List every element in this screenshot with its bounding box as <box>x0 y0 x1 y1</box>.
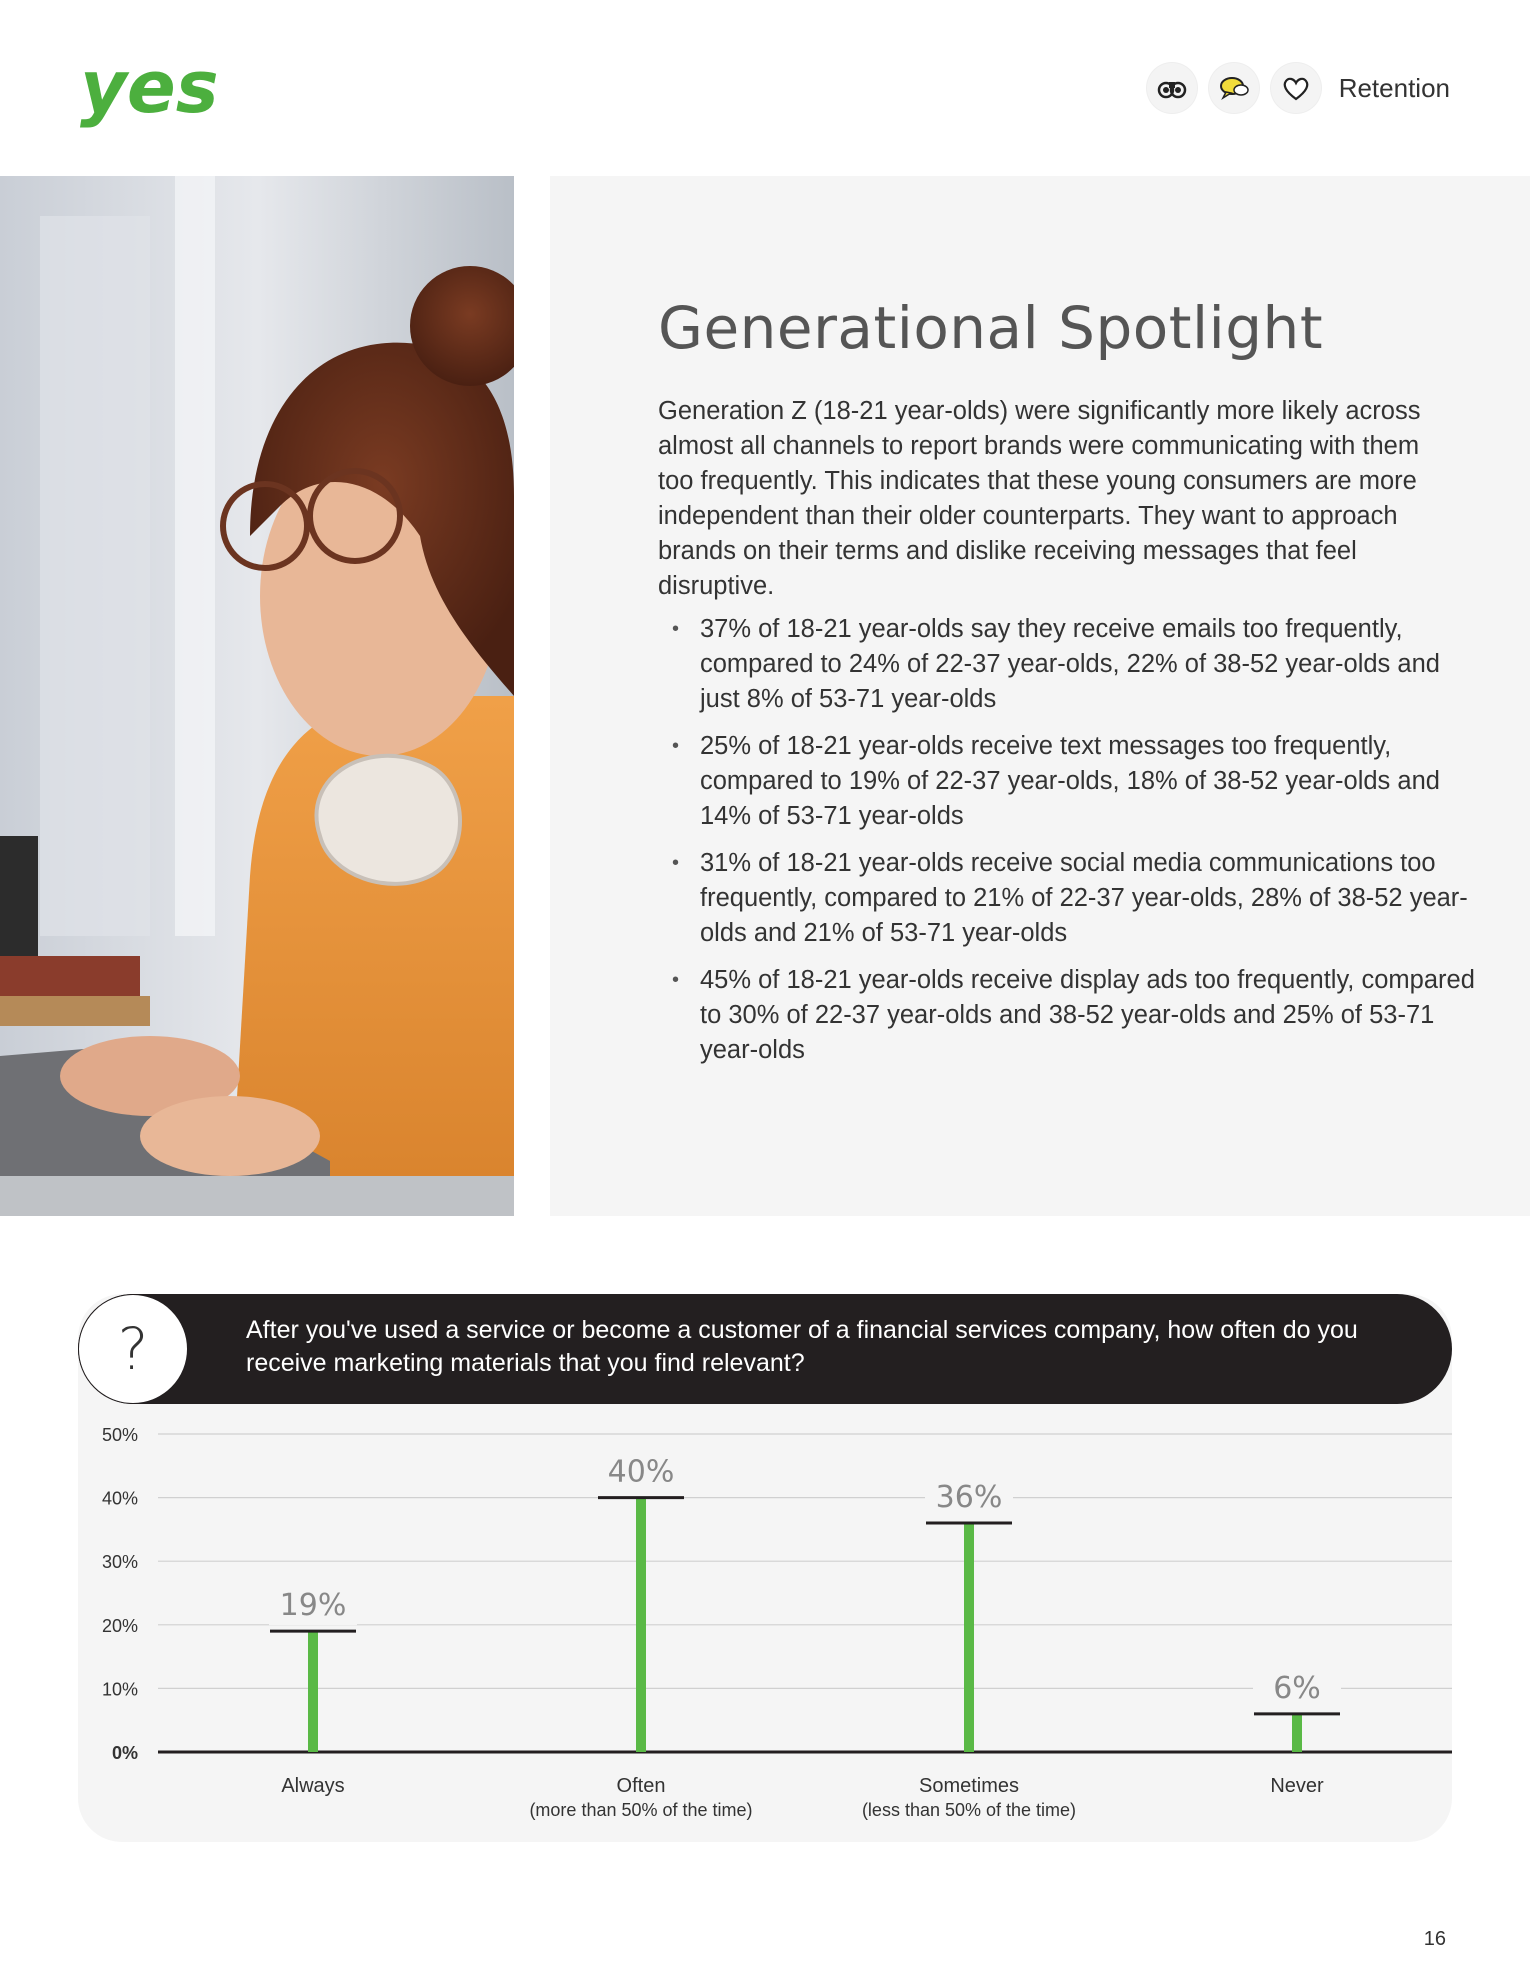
spotlight-intro: Generation Z (18-21 year-olds) were significantly more likely across almost all channels to report brands were communicating with them too frequently. This indicates that these young consumers are more independent than their older counterparts. They want to approach brands on their terms and dislike receiving messages that feel disruptive. <box>658 397 1421 600</box>
data-label: 40% <box>607 1454 675 1490</box>
data-label: 19% <box>279 1588 347 1624</box>
woman-at-laptop-photo <box>0 176 514 1216</box>
bar <box>636 1498 646 1752</box>
y-tick-label: 10% <box>101 1679 138 1700</box>
question-banner <box>78 1294 1452 1404</box>
category-label: Often <box>616 1775 666 1797</box>
heart-icon <box>1271 63 1321 113</box>
section-header <box>1147 60 1450 116</box>
y-tick-label: 20% <box>101 1615 138 1636</box>
generational-spotlight-panel <box>550 176 1530 1216</box>
category-label: Always <box>281 1775 345 1797</box>
logo-text: yes <box>80 50 219 129</box>
logo-mark <box>80 50 220 145</box>
spotlight-bullet: • 25% of 18-21 year-olds receive text messages too frequently, compared to 19% of 22-37 year-olds, 18% of 38-52 year-olds and 14% of 53-71 year-olds <box>658 729 1478 834</box>
data-label: 36% <box>935 1480 1003 1516</box>
category-sublabel: (more than 50% of the time) <box>529 1800 753 1820</box>
spotlight-bullets <box>658 612 1478 1080</box>
data-label: 6% <box>1273 1670 1321 1706</box>
category-label: Sometimes <box>918 1775 1020 1797</box>
spotlight-bullet: • 31% of 18-21 year-olds receive social media communications too frequently, compared to 21% of 22-37 year-olds, 28% of 38-52 year-olds and 21% of 53-71 year-olds <box>658 846 1478 951</box>
spotlight-bullet: • 45% of 18-21 year-olds receive display ads too frequently, compared to 30% of 22-37 year-olds and 38-52 year-olds and 25% of 53-71 year-olds <box>658 963 1478 1068</box>
bar <box>308 1631 318 1752</box>
survey-chart-card <box>78 1294 1452 1842</box>
y-tick-label: 40% <box>101 1488 138 1509</box>
bar <box>964 1523 974 1752</box>
y-tick-label: 30% <box>101 1552 138 1573</box>
y-tick-label: 50% <box>101 1425 138 1445</box>
spotlight-title: Generational Spotlight <box>658 294 1324 362</box>
spotlight-bullet: • 37% of 18-21 year-olds say they receive emails too frequently, compared to 24% of 22-37 year-olds, 22% of 38-52 year-olds and just 8% of 53-71 year-olds <box>658 612 1478 717</box>
y-tick-label: 0% <box>111 1743 138 1763</box>
question-mark-icon: ? <box>78 1294 188 1404</box>
yes-logo <box>80 50 220 145</box>
question-text: After you've used a service or become a customer of a financial services company, how often do you receive marketing materials that you find relevant? <box>246 1316 1358 1377</box>
category-label: Never <box>1270 1775 1324 1797</box>
bar <box>1292 1714 1302 1752</box>
page-number: 16 <box>1423 1928 1446 1950</box>
speech-bubbles-icon <box>1209 63 1259 113</box>
category-sublabel: (less than 50% of the time) <box>861 1800 1077 1820</box>
binoculars-icon <box>1147 63 1197 113</box>
section-label: Retention <box>1338 72 1450 103</box>
